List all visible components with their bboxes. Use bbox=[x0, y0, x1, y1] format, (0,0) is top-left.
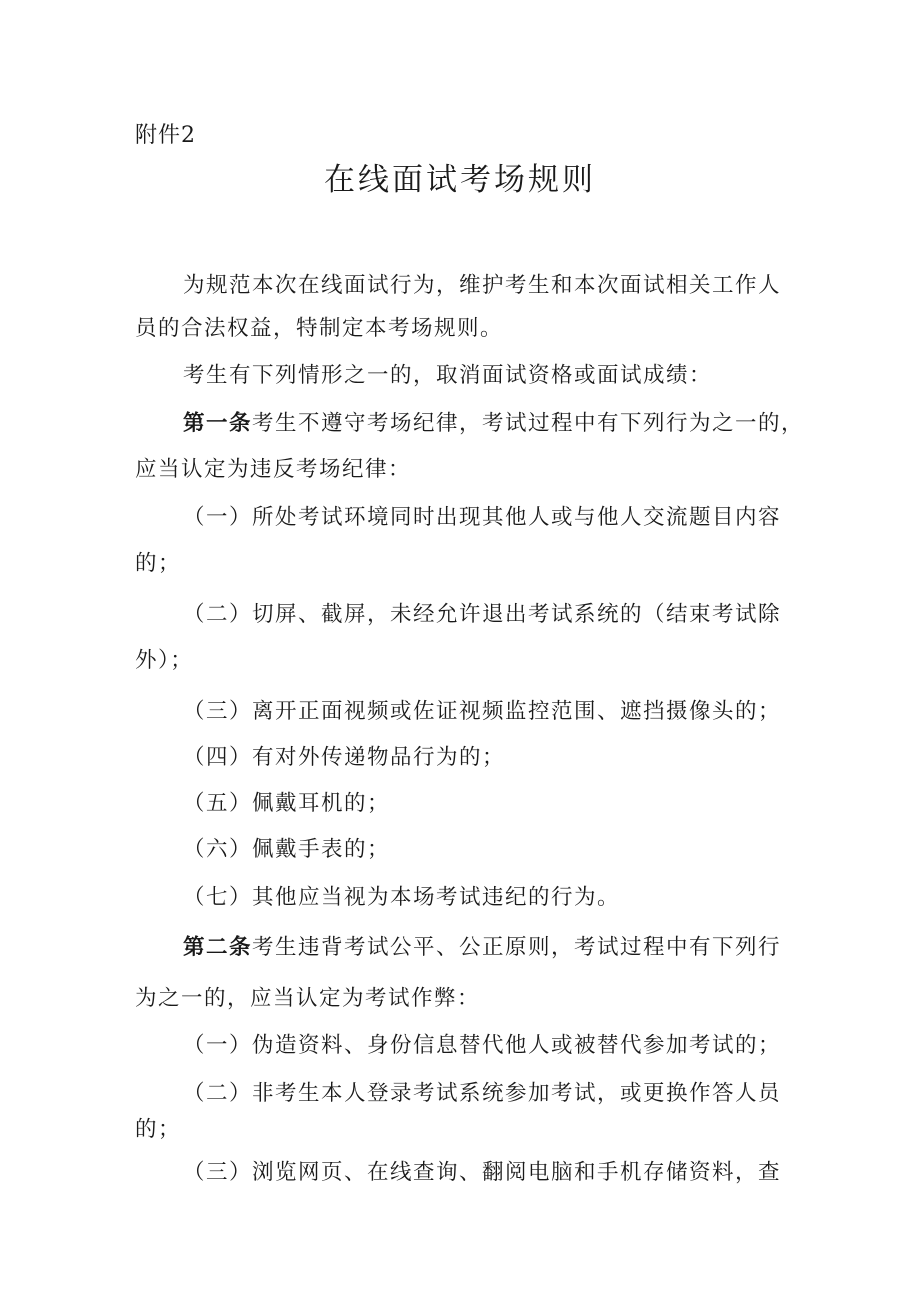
article-1-item: （七）其他应当视为本场考试违纪的行为。 bbox=[183, 885, 621, 910]
article-1-label: 第一条 bbox=[183, 411, 253, 436]
article-2-item: 的； bbox=[135, 1117, 182, 1142]
article-2-item: （二）非考生本人登录考试系统参加考试，或更换作答人员 bbox=[183, 1081, 782, 1106]
article-1-item: （三）离开正面视频或佐证视频监控范围、遮挡摄像头的； bbox=[183, 699, 782, 724]
article-1-item: （五）佩戴耳机的； bbox=[183, 791, 391, 816]
article-2-line-1 bbox=[183, 930, 781, 961]
article-1-item: （四）有对外传递物品行为的； bbox=[183, 745, 506, 770]
article-1-line-1 bbox=[183, 406, 804, 437]
article-2-label: 第二条 bbox=[183, 935, 253, 960]
article-1-line-2: 应当认定为违反考场纪律： bbox=[135, 457, 412, 482]
article-1-item: 外）； bbox=[135, 648, 194, 673]
article-2-item: （一）伪造资料、身份信息替代他人或被替代参加考试的； bbox=[183, 1033, 782, 1058]
intro-line-2: 员的合法权益，特制定本考场规则。 bbox=[135, 316, 504, 341]
article-1-item: （六）佩戴手表的； bbox=[183, 837, 391, 862]
attachment-label: 附件2 bbox=[135, 123, 196, 148]
page-title: 在线面试考场规则 bbox=[324, 162, 596, 198]
article-1-item: （二）切屏、截屏，未经允许退出考试系统的（结束考试除 bbox=[183, 602, 782, 627]
article-2-text: 考生违背考试公平、公正原则，考试过程中有下列行 bbox=[252, 935, 782, 960]
article-2-item: （三）浏览网页、在线查询、翻阅电脑和手机存储资料，查 bbox=[183, 1160, 782, 1185]
article-2-line-2: 为之一的，应当认定为考试作弊： bbox=[135, 986, 481, 1011]
article-1-item: 的； bbox=[135, 551, 182, 576]
article-1-item: （一）所处考试环境同时出现其他人或与他人交流题目内容 bbox=[183, 505, 782, 530]
intro-line-3: 考生有下列情形之一的，取消面试资格或面试成绩： bbox=[183, 363, 713, 388]
intro-line-1: 为规范本次在线面试行为，维护考生和本次面试相关工作人 bbox=[183, 273, 782, 298]
article-1-text: 考生不遵守考场纪律，考试过程中有下列行为之一的， bbox=[252, 411, 805, 436]
